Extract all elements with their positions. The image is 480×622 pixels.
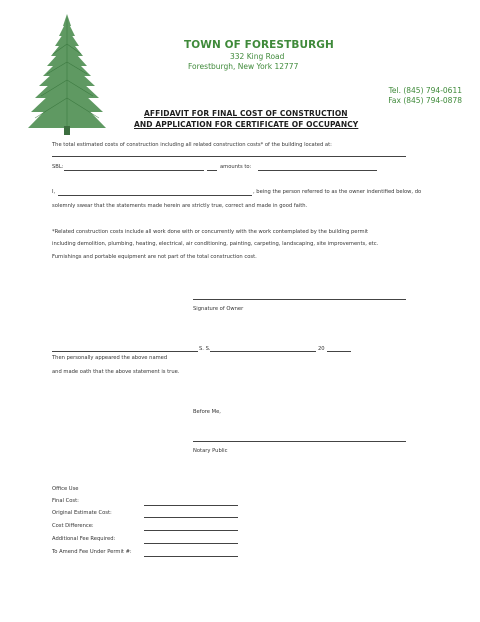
office-use-heading: Office Use bbox=[52, 486, 79, 492]
footnote-line-1: *Related construction costs include all work done with or concurrently with the work contemplated by the building permit bbox=[52, 229, 369, 235]
year-field[interactable] bbox=[327, 351, 351, 352]
original-estimate-field[interactable] bbox=[144, 517, 238, 518]
county-field[interactable] bbox=[52, 351, 198, 352]
i-label: I, bbox=[52, 189, 56, 195]
ss-label: S. S. bbox=[199, 346, 211, 352]
cost-difference-field[interactable] bbox=[144, 530, 238, 531]
year-label: 20 bbox=[318, 346, 325, 352]
owner-signature-field[interactable] bbox=[193, 299, 406, 300]
town-name: TOWN OF FORESTBURGH bbox=[184, 39, 334, 51]
notary-label: Notary Public bbox=[193, 448, 228, 454]
final-cost-label: Final Cost: bbox=[52, 498, 79, 504]
fax: Fax (845) 794-0878 bbox=[388, 96, 462, 105]
amend-fee-field[interactable] bbox=[144, 556, 238, 557]
sbl-extra-field[interactable] bbox=[207, 170, 217, 171]
cost-difference-label: Cost Difference: bbox=[52, 523, 94, 529]
document-title bbox=[134, 108, 358, 130]
title-line-1: AFFIDAVIT FOR FINAL COST OF CONSTRUCTION bbox=[144, 109, 348, 118]
additional-fee-field[interactable] bbox=[144, 543, 238, 544]
telephone: Tel. (845) 794-0611 bbox=[388, 86, 462, 95]
owner-name-field[interactable] bbox=[58, 195, 252, 196]
owner-signature-label: Signature of Owner bbox=[193, 306, 244, 312]
title-line-2: AND APPLICATION FOR CERTIFICATE OF OCCUPANCY bbox=[134, 120, 359, 129]
sbl-label: SBL: bbox=[52, 164, 64, 170]
date-field[interactable] bbox=[210, 351, 316, 352]
original-estimate-label: Original Estimate Cost: bbox=[52, 510, 112, 516]
amend-fee-label: To Amend Fee Under Permit #: bbox=[52, 549, 132, 555]
footnote-line-3: Furnishings and portable equipment are not part of the total construction cost. bbox=[52, 254, 257, 260]
contact-block bbox=[388, 86, 462, 106]
footnote-line-2: including demolition, plumbing, heating, electrical, air conditioning, painting, carpeting, landscaping, site improvements, etc. bbox=[52, 241, 379, 247]
final-cost-field[interactable] bbox=[144, 505, 238, 506]
address-line-1: 332 King Road bbox=[230, 52, 285, 61]
appeared-line-2: and made oath that the above statement is true. bbox=[52, 369, 180, 375]
intro-text: The total estimated costs of construction including all related construction costs* of the building located at: bbox=[52, 142, 332, 148]
notary-signature-field[interactable] bbox=[193, 441, 406, 442]
appeared-line-1: Then personally appeared the above named bbox=[52, 355, 168, 361]
pine-tree-icon bbox=[27, 14, 107, 140]
swear-statement: solemnly swear that the statements made herein are strictly true, correct and made in good faith. bbox=[52, 203, 308, 209]
amounts-to-label: amounts to: bbox=[220, 164, 252, 170]
amount-field[interactable] bbox=[258, 170, 377, 171]
sbl-field[interactable] bbox=[64, 170, 204, 171]
before-me-label: Before Me, bbox=[193, 409, 221, 415]
address-field[interactable] bbox=[52, 156, 406, 157]
additional-fee-label: Additional Fee Required: bbox=[52, 536, 116, 542]
address-line-2: Forestburgh, New York 12777 bbox=[188, 62, 299, 71]
owner-statement: , being the person referred to as the owner indentified below, do bbox=[253, 189, 422, 195]
